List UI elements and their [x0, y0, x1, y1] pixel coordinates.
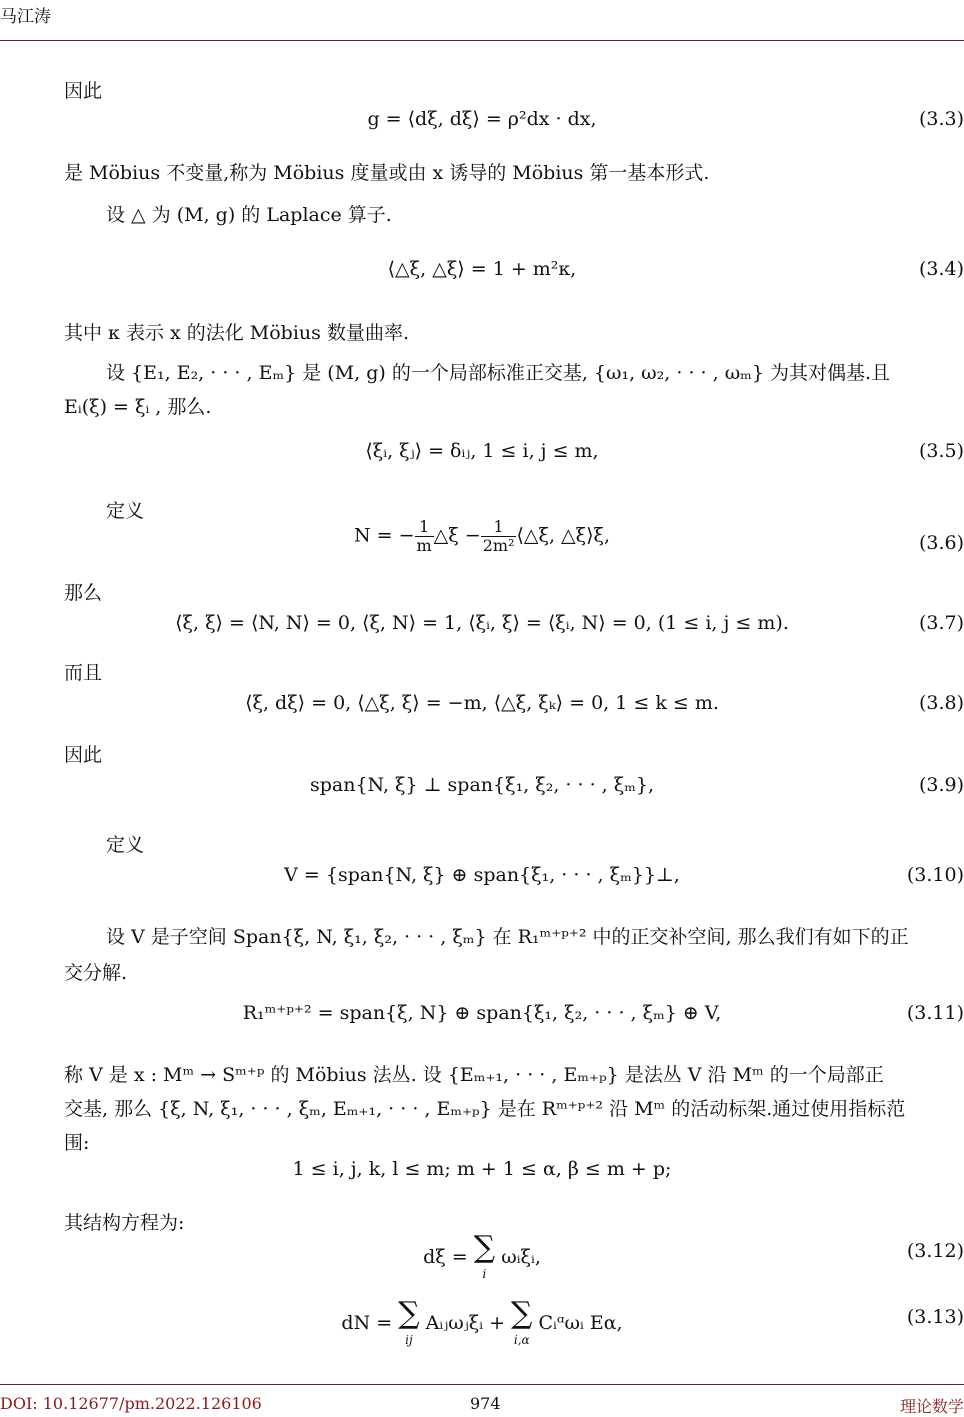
paragraph: Eᵢ(ξ) = ξᵢ , 那么. [64, 396, 212, 418]
paragraph: 设 V 是子空间 Span{ξ, N, ξ₁, ξ₂, · · · , ξₘ} 在 R₁ᵐ⁺ᵖ⁺² 中的正交补空间, 那么我们有如下的正 [106, 926, 909, 948]
equation-body: R₁ᵐ⁺ᵖ⁺² = span{ξ, N} ⊕ span{ξ₁, ξ₂, · · · , ξₘ} ⊕ V, [242, 1002, 722, 1024]
paragraph: 称 V 是 x : Mᵐ → Sᵐ⁺ᵖ 的 Möbius 法丛. 设 {Eₘ₊₁, · · · , Eₘ₊ₚ} 是法丛 V 沿 Mᵐ 的一个局部正 [64, 1064, 884, 1086]
eq-part: ⟨△ξ, △ξ⟩ξ, [516, 524, 611, 547]
header-author: 马江涛 [0, 7, 51, 27]
equation-body [0, 1232, 964, 1284]
denominator: m [416, 536, 432, 555]
paragraph: 交分解. [64, 962, 128, 984]
equation-body: ⟨ξ, dξ⟩ = 0, ⟨△ξ, ξ⟩ = −m, ⟨△ξ, ξₖ⟩ = 0, 1 ≤ k ≤ m. [245, 692, 719, 714]
paragraph: 其结构方程为: [64, 1212, 185, 1234]
equation-body [0, 1298, 964, 1350]
paragraph: 设 {E₁, E₂, · · · , Eₘ} 是 (M, g) 的一个局部标准正交基, {ω₁, ω₂, · · · , ωₘ} 为其对偶基.且 [106, 362, 891, 384]
paragraph: 定义 [106, 500, 145, 522]
equation-body: 1 ≤ i, j, k, l ≤ m; m + 1 ≤ α, β ≤ m + p; [292, 1158, 672, 1180]
header-rule [0, 40, 964, 41]
equation-number: (3.3) [918, 108, 964, 130]
equation-number: (3.13) [906, 1306, 964, 1328]
sum-index: i [482, 1267, 487, 1281]
journal-name[interactable]: 理论数学 [899, 1397, 964, 1416]
eq-part: △ξ − [433, 524, 481, 547]
paragraph: 设 △ 为 (M, g) 的 Laplace 算子. [106, 204, 392, 226]
numerator: 1 [415, 518, 434, 537]
equation-body: span{N, ξ} ⊥ span{ξ₁, ξ₂, · · · , ξₘ}, [309, 774, 654, 796]
equation-number: (3.10) [906, 864, 964, 886]
equation-body: ⟨ξ, ξ⟩ = ⟨N, N⟩ = 0, ⟨ξ, N⟩ = 1, ⟨ξᵢ, ξ⟩ = ⟨ξᵢ, N⟩ = 0, (1 ≤ i, j ≤ m). [175, 612, 789, 634]
sum-index: i,α [513, 1333, 530, 1347]
equation-number: (3.12) [906, 1240, 964, 1262]
sum-symbol: ∑ [398, 1296, 420, 1331]
sum-index: ij [405, 1333, 413, 1347]
fraction [415, 518, 434, 555]
paragraph: 因此 [64, 744, 103, 766]
doi-link[interactable]: DOI: 10.12677/pm.2022.126106 [0, 1394, 262, 1413]
eq-part: Cᵢᵅωᵢ Eα, [538, 1312, 623, 1334]
equation-number: (3.6) [918, 532, 964, 554]
equation-number: (3.8) [918, 692, 964, 714]
summation [474, 1232, 495, 1284]
sum-symbol: ∑ [511, 1296, 533, 1331]
equation-number: (3.9) [918, 774, 964, 796]
eq-part: ωᵢξᵢ, [501, 1246, 541, 1268]
denominator: 2m² [482, 536, 515, 555]
paragraph: 而且 [64, 662, 103, 684]
equation-number: (3.11) [906, 1002, 964, 1024]
paragraph: 交基, 那么 {ξ, N, ξ₁, · · · , ξₘ, Eₘ₊₁, · · · , Eₘ₊ₚ} 是在 Rᵐ⁺ᵖ⁺² 沿 Mᵐ 的活动标架.通过使用指标范 [64, 1098, 906, 1120]
paragraph: 其中 κ 表示 x 的法化 Möbius 数量曲率. [64, 322, 409, 344]
paragraph: 是 Möbius 不变量,称为 Möbius 度量或由 x 诱导的 Möbius 第一基本形式. [64, 162, 710, 184]
paragraph: 那么 [64, 582, 103, 604]
paragraph: 围: [64, 1132, 90, 1154]
equation-number: (3.5) [918, 440, 964, 462]
equation-body: ⟨△ξ, △ξ⟩ = 1 + m²κ, [387, 258, 577, 280]
page-number: 974 [470, 1394, 501, 1413]
summation [511, 1298, 532, 1350]
equation-body [0, 518, 964, 555]
fraction [481, 518, 517, 555]
numerator: 1 [481, 518, 517, 537]
footer-rule [0, 1384, 964, 1385]
summation [398, 1298, 419, 1350]
equation-number: (3.4) [918, 258, 964, 280]
sum-symbol: ∑ [473, 1230, 496, 1265]
paragraph: 定义 [106, 834, 145, 856]
equation-body: g = ⟨dξ, dξ⟩ = ρ²dx · dx, [367, 108, 597, 130]
equation-number: (3.7) [918, 612, 964, 634]
eq-part: dN = [341, 1312, 393, 1334]
eq-part: Aᵢⱼωⱼξᵢ + [425, 1312, 505, 1334]
paragraph: 因此 [64, 80, 103, 102]
equation-body: ⟨ξᵢ, ξⱼ⟩ = δᵢⱼ, 1 ≤ i, j ≤ m, [365, 440, 599, 462]
equation-body: V = {span{N, ξ} ⊕ span{ξ₁, · · · , ξₘ}}⊥, [284, 864, 680, 886]
eq-part: dξ = [423, 1246, 468, 1268]
eq-part: N = − [353, 524, 415, 547]
